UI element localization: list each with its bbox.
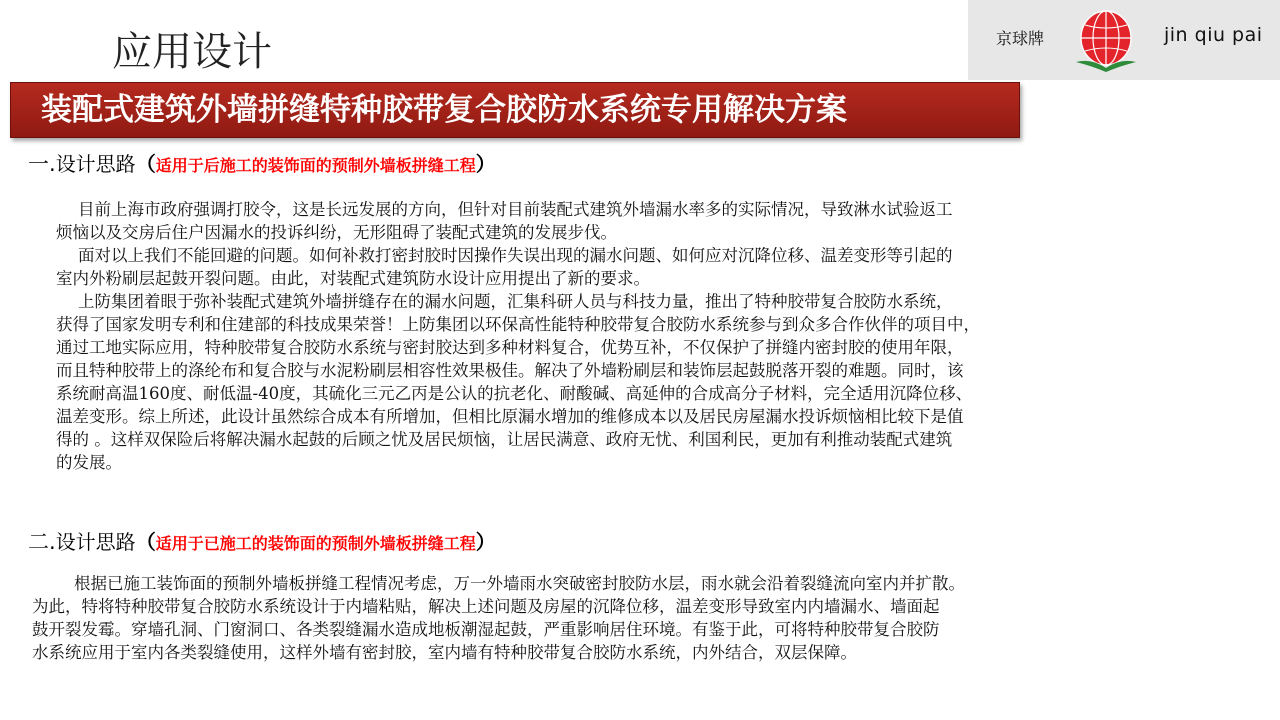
globe-logo-icon — [1072, 6, 1140, 74]
body-line: 的发展。 — [56, 453, 122, 472]
body-line: 鼓开裂发霉。穿墙孔洞、门窗洞口、各类裂缝漏水造成地板潮湿起鼓，严重影响居住环境。有鉴于此，可将特种胶带复合胶防 — [32, 620, 940, 639]
brand-logo — [968, 0, 1280, 80]
slide-title: 应用设计 — [112, 29, 272, 75]
section1-paren-close: ） — [475, 152, 496, 176]
solution-banner — [10, 82, 1020, 138]
body-line: 系统耐高温160度、耐低温-40度，其硫化三元乙丙是公认的抗老化、耐酸碱、高延伸的合成高分子材料，完全适用沉降位移、 — [56, 384, 973, 403]
body-line: 上防集团着眼于弥补装配式建筑外墙拼缝存在的漏水问题，汇集科研人员与科技力量，推出了特种胶带复合胶防水系统， — [78, 292, 953, 311]
section1-number: 一. — [28, 152, 56, 176]
section2-number: 二. — [28, 530, 56, 554]
body-line: 室内外粉刷层起鼓开裂问题。由此，对装配式建筑防水设计应用提出了新的要求。 — [56, 269, 650, 288]
section1-scope: 适用于后施工的装饰面的预制外墙板拼缝工程 — [155, 156, 476, 175]
body-line: 通过工地实际应用，特种胶带复合胶防水系统与密封胶达到多种材料复合，优势互补，不仅保护了拼缝内密封胶的使用年限， — [56, 338, 964, 357]
section2-label: 设计思路 — [55, 530, 136, 554]
body-line: 温差变形。综上所述，此设计虽然综合成本有所增加，但相比原漏水增加的维修成本以及居民房屋漏水投诉烦恼相比较下是值 — [56, 407, 964, 426]
body-line: 获得了国家发明专利和住建部的科技成果荣誉！上防集团以环保高性能特种胶带复合胶防水系统参与到众多合作伙伴的项目中， — [56, 315, 980, 334]
section2-body — [32, 572, 1204, 664]
body-line: 而且特种胶带上的涤纶布和复合胶与水泥粉刷层相容性效果极佳。解决了外墙粉刷层和装饰层起鼓脱落开裂的难题。同时，该 — [56, 361, 964, 380]
banner-title: 装配式建筑外墙拼缝特种胶带复合胶防水系统专用解决方案 — [41, 92, 847, 128]
logo-chinese-name: 京球牌 — [996, 29, 1045, 48]
section2-scope: 适用于已施工的装饰面的预制外墙板拼缝工程 — [155, 534, 476, 553]
section2-heading — [28, 528, 496, 558]
section2-paren-close: ） — [475, 530, 496, 554]
body-line: 水系统应用于室内各类裂缝使用，这样外墙有密封胶，室内墙有特种胶带复合胶防水系统，内外结合，双层保障。 — [32, 643, 857, 662]
body-line: 得的 。这样双保险后将解决漏水起鼓的后顾之忧及居民烦恼，让居民满意、政府无忧、利国利民，更加有利推动装配式建筑 — [56, 430, 953, 449]
section1-paren-open: （ — [135, 152, 156, 176]
section1-heading — [28, 150, 496, 180]
logo-english-name: jin qiu pai — [1164, 24, 1263, 46]
body-line: 烦恼以及交房后住户因漏水的投诉纠纷，无形阻碍了装配式建筑的发展步伐。 — [56, 223, 617, 242]
body-line: 面对以上我们不能回避的问题。如何补救打密封胶时因操作失误出现的漏水问题、如何应对沉降位移、温差变形等引起的 — [78, 246, 953, 265]
body-line: 为此，特将特种胶带复合胶防水系统设计于内墙粘贴，解决上述问题及房屋的沉降位移，温差变形导致室内内墙漏水、墙面起 — [32, 597, 940, 616]
body-line: 根据已施工装饰面的预制外墙板拼缝工程情况考虑，万一外墙雨水突破密封胶防水层，雨水就会沿着裂缝流向室内并扩散。 — [74, 574, 965, 593]
section1-body — [56, 198, 1228, 474]
section2-paren-open: （ — [135, 530, 156, 554]
body-line: 目前上海市政府强调打胶令，这是长远发展的方向，但针对目前装配式建筑外墙漏水率多的实际情况，导致淋水试验返工 — [78, 200, 953, 219]
section1-label: 设计思路 — [55, 152, 136, 176]
